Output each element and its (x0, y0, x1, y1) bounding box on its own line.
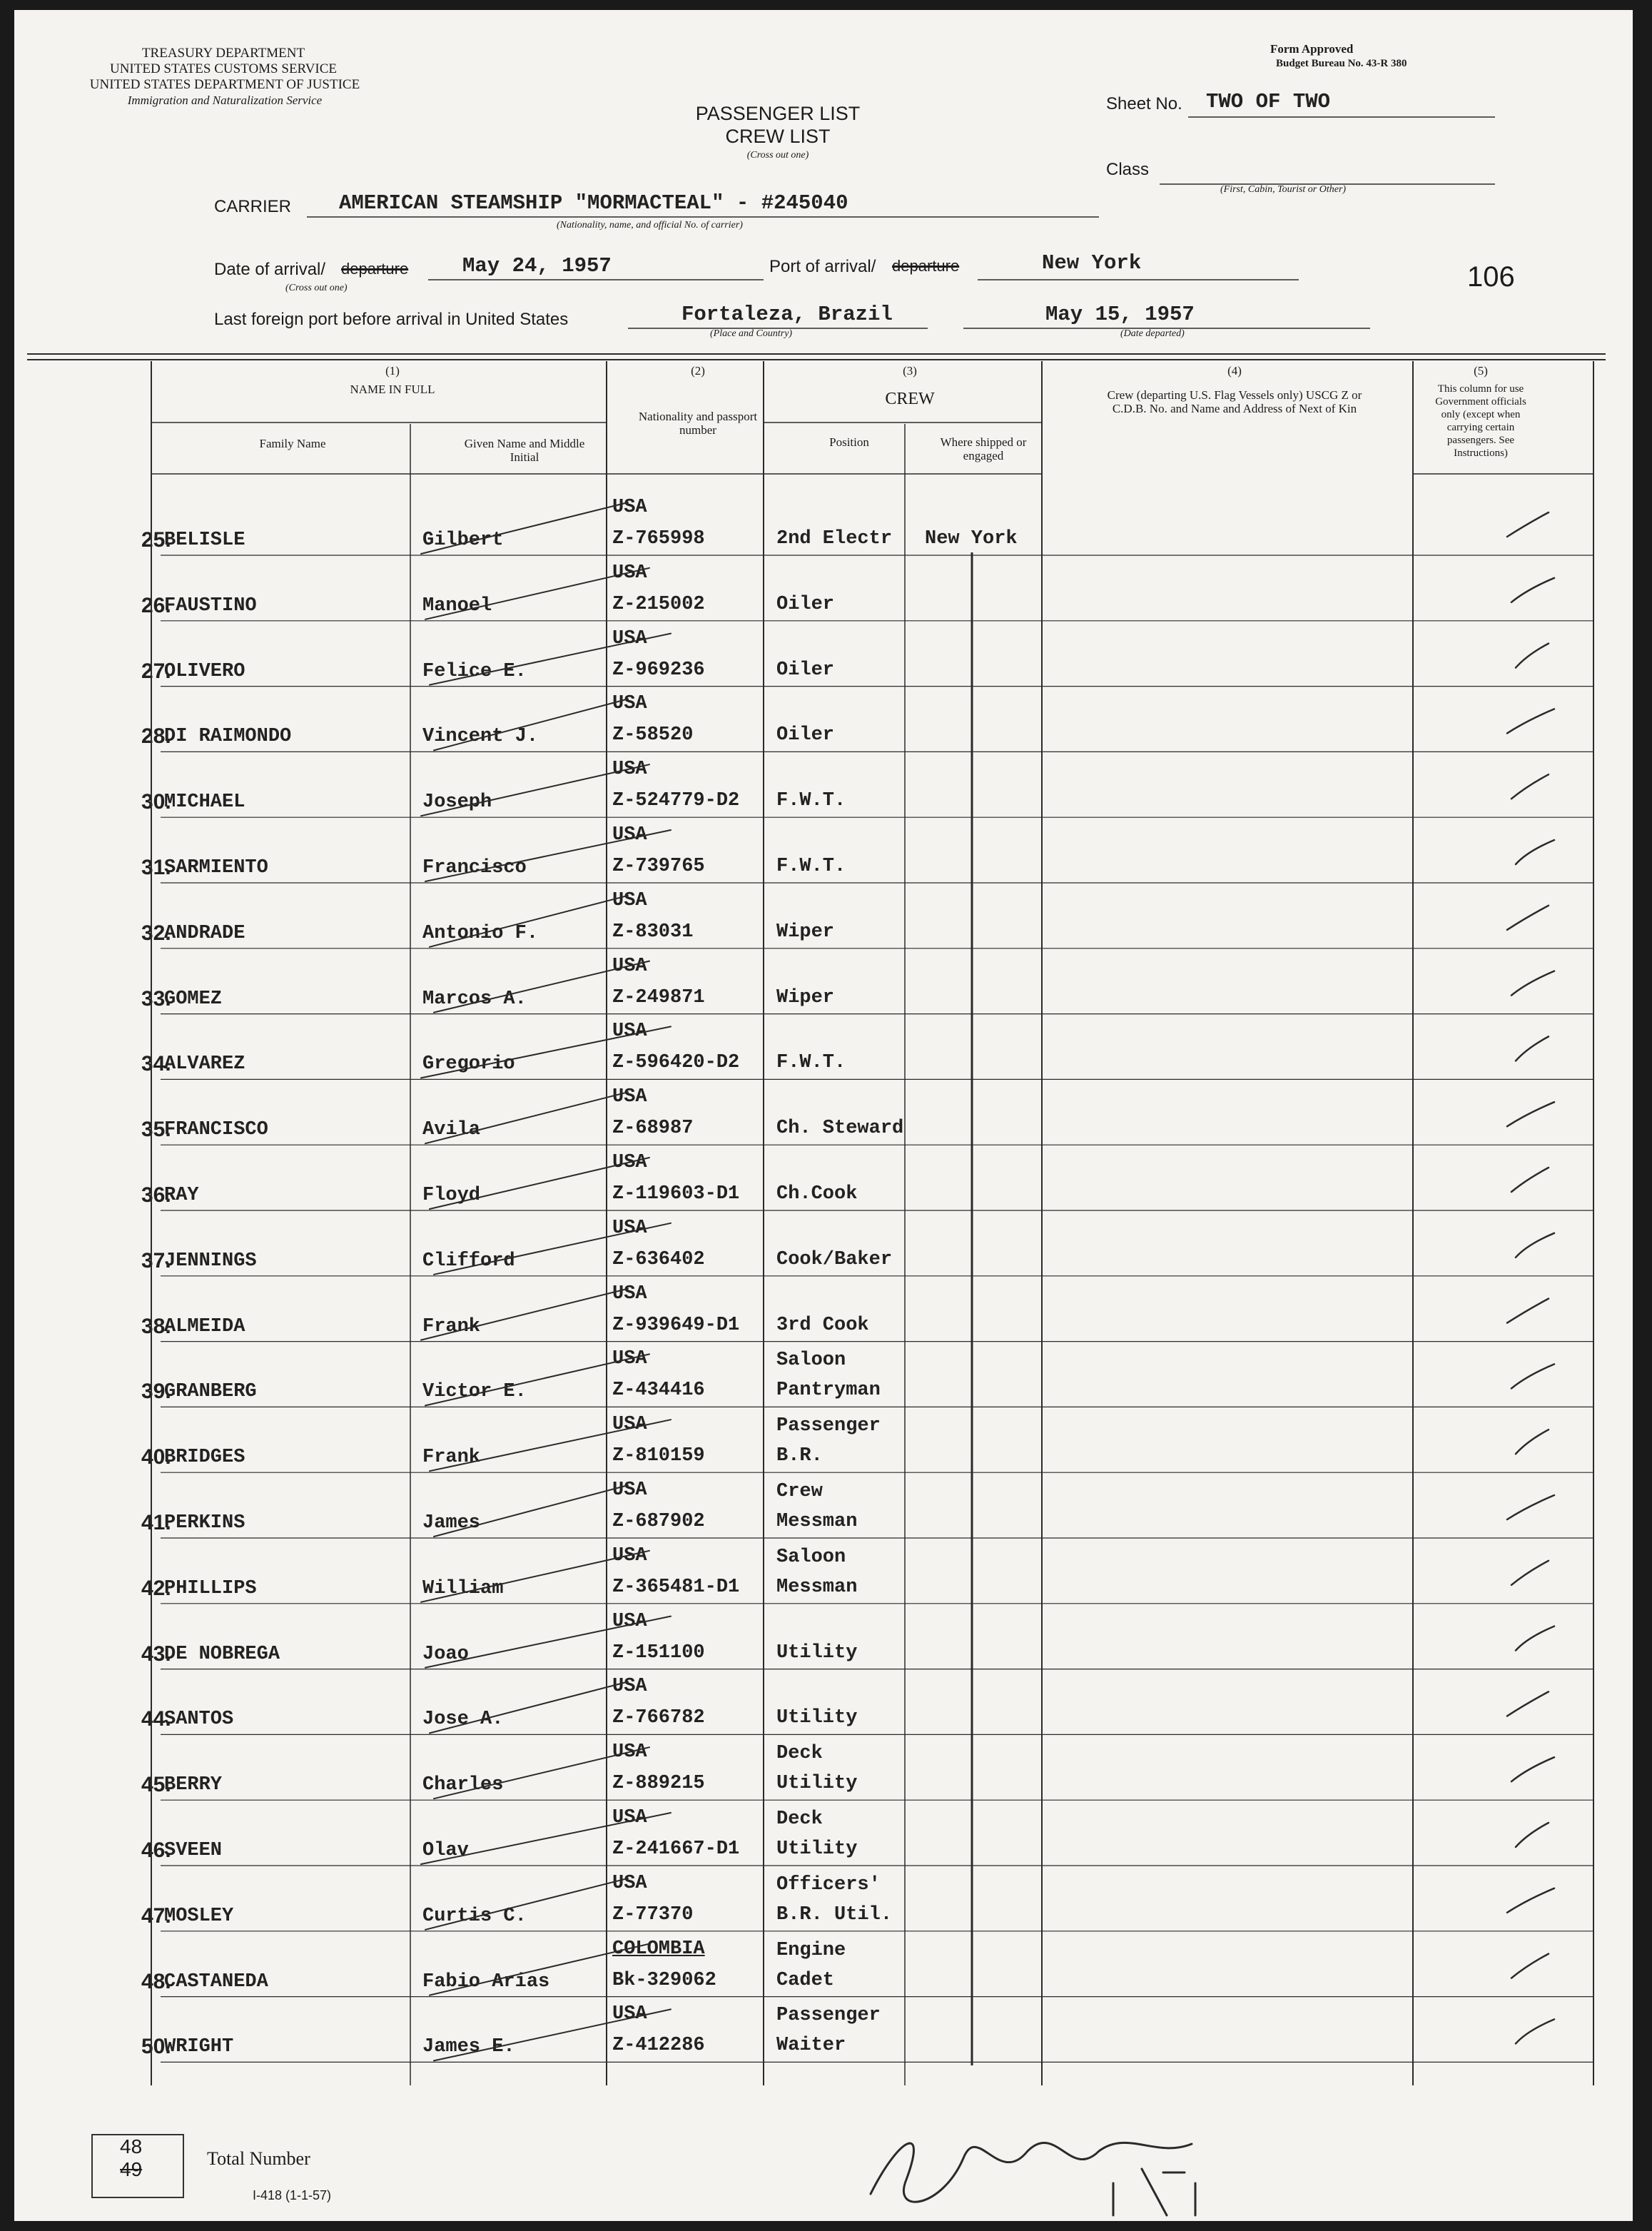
nationality: USA (612, 1676, 647, 1698)
col2-title: Nationality and passport number (638, 410, 758, 437)
family-name: OLIVERO (164, 660, 245, 682)
row-number: 44. (141, 1707, 171, 1731)
position-line-2: B.R. Util. (776, 1903, 893, 1926)
tally-stroke (434, 961, 649, 1013)
passport-number: Z-889215 (612, 1773, 705, 1795)
family-name: GRANBERG (164, 1381, 257, 1403)
family-name: MICHAEL (164, 791, 245, 814)
passport-number: Z-596420-D2 (612, 1052, 740, 1074)
passport-number: Z-68987 (612, 1118, 694, 1140)
given-name: Vincent J. (422, 726, 539, 748)
check-mark (1511, 1168, 1549, 1192)
given-name: Marcos A. (422, 988, 527, 1010)
tally-stroke (434, 2009, 671, 2060)
position: Ch.Cook (776, 1183, 858, 1205)
nationality: USA (612, 1544, 647, 1567)
passport-number: Z-365481-D1 (612, 1576, 740, 1598)
row-number: 46. (141, 1838, 171, 1862)
family-name: BRIDGES (164, 1447, 245, 1469)
passport-number: Z-810159 (612, 1445, 705, 1467)
family-name: PERKINS (164, 1512, 245, 1534)
tally-stroke (430, 1420, 671, 1471)
where-shipped: New York (925, 528, 1018, 550)
check-mark (1507, 1495, 1554, 1519)
row-number: 39. (141, 1380, 171, 1404)
nationality: USA (612, 1610, 647, 1632)
tally-stroke (430, 896, 628, 947)
row-number: 48. (141, 1969, 171, 1993)
agency-line-4: Immigration and Naturalization Service (127, 93, 323, 107)
position-line-2: Messman (776, 1511, 858, 1532)
nationality: USA (612, 1348, 647, 1370)
family-name: DE NOBREGA (164, 1643, 280, 1665)
family-name: FAUSTINO (164, 595, 257, 617)
tally-stroke (425, 1617, 671, 1668)
check-mark (1516, 1430, 1549, 1454)
passport-number: Z-119603-D1 (612, 1183, 740, 1205)
nationality: USA (612, 2003, 647, 2025)
check-mark (1511, 1954, 1549, 1978)
check-mark (1516, 1627, 1554, 1651)
position-line-1: Deck (776, 1808, 823, 1830)
row-number: 45. (141, 1773, 171, 1797)
position-line-2: Cadet (776, 1969, 835, 1991)
given-name: William (422, 1577, 504, 1599)
carrier-label: CARRIER (214, 197, 292, 216)
check-mark (1516, 2019, 1554, 2043)
passport-number: Z-687902 (612, 1511, 705, 1532)
row-number: 31. (141, 856, 171, 879)
arrival-port-label: Port of arrival/ (769, 257, 876, 276)
arrival-port-value: New York (1042, 251, 1142, 275)
tally-stroke (421, 502, 628, 554)
position-line-1: Passenger (776, 2005, 881, 2027)
row-number: 50. (141, 2035, 171, 2059)
given-name: Gregorio (422, 1053, 515, 1076)
family-name: GOMEZ (164, 988, 223, 1010)
check-mark (1507, 906, 1549, 930)
carrier-value: AMERICAN STEAMSHIP "MORMACTEAL" - #245040 (339, 191, 848, 215)
col3b-title: Where shipped or engaged (940, 435, 1027, 462)
family-name: JENNINGS (164, 1250, 257, 1272)
position-line-2: Waiter (776, 2035, 846, 2057)
last-port-date-note: (Date departed) (1120, 328, 1185, 339)
tally-stroke (421, 1289, 628, 1340)
family-name: ALVAREZ (164, 1053, 245, 1076)
nationality: USA (612, 627, 647, 649)
agency-line-2: UNITED STATES CUSTOMS SERVICE (109, 61, 338, 76)
given-name: Jose A. (422, 1709, 504, 1731)
nationality: USA (612, 955, 647, 977)
given-name: Francisco (422, 857, 527, 879)
passport-number: Z-766782 (612, 1707, 705, 1729)
family-name: FRANCISCO (164, 1119, 268, 1141)
row-number: 47. (141, 1903, 171, 1928)
nationality: USA (612, 693, 647, 715)
tally-stroke (434, 1747, 649, 1799)
tally-stroke (434, 1485, 628, 1537)
nationality: USA (612, 889, 647, 911)
passport-number: Z-969236 (612, 659, 705, 681)
position-line-1: Engine (776, 1939, 846, 1961)
row-number: 43. (141, 1641, 171, 1666)
check-mark (1511, 1561, 1549, 1585)
position: Oiler (776, 659, 835, 681)
nationality: USA (612, 759, 647, 781)
position: Ch. Steward (776, 1118, 904, 1140)
nationality: USA (612, 1283, 647, 1305)
passport-number: Z-412286 (612, 2035, 705, 2057)
passport-number: Z-739765 (612, 856, 705, 877)
tally-stroke (421, 1026, 671, 1078)
row-number: 38. (141, 1314, 171, 1338)
position-line-1: Crew (776, 1481, 823, 1502)
col3-number: (3) (903, 364, 917, 378)
nationality: USA (612, 1807, 647, 1828)
row-number: 32. (141, 921, 171, 945)
approval-line-2: Budget Bureau No. 43-R 380 (1276, 58, 1407, 69)
nationality: USA (612, 824, 647, 846)
approval-line-1: Form Approved (1270, 42, 1354, 56)
given-name: Antonio F. (422, 922, 539, 944)
family-name: BERRY (164, 1774, 223, 1796)
nationality: USA (612, 1872, 647, 1894)
tally-stroke (430, 634, 671, 685)
col5-title: This column for use Government officials only (except when carrying certain passengers. See Instructions) (1435, 383, 1526, 459)
given-name: James E. (422, 2036, 515, 2058)
position-line-2: B.R. (776, 1445, 823, 1467)
form-title-note: (Cross out one) (746, 150, 809, 161)
total-label: Total Number (207, 2148, 310, 2169)
position-line-2: Messman (776, 1576, 858, 1598)
row-number: 28. (141, 724, 171, 749)
row-number: 36. (141, 1183, 171, 1207)
passport-number: Z-765998 (612, 528, 705, 550)
check-mark (1516, 1233, 1554, 1258)
check-mark (1511, 1364, 1554, 1388)
given-name: Floyd (422, 1185, 481, 1206)
col1a-title: Family Name (259, 437, 326, 450)
row-number: 35. (141, 1118, 171, 1142)
tally-stroke (425, 1092, 628, 1143)
given-name: Clifford (422, 1250, 515, 1272)
given-name: Manoel (422, 595, 492, 617)
row-number: 34. (141, 1052, 171, 1076)
class-note: (First, Cabin, Tourist or Other) (1220, 184, 1347, 195)
position-line-2: Utility (776, 1773, 858, 1795)
class-label: Class (1106, 160, 1150, 179)
carrier-note: (Nationality, name, and official No. of carrier) (557, 220, 743, 231)
tally-stroke (425, 1878, 628, 1930)
tally-stroke (421, 1813, 671, 1864)
arrival-port-struck: departure (892, 257, 960, 275)
check-mark (1516, 1823, 1549, 1847)
given-name: Curtis C. (422, 1905, 527, 1927)
nationality: USA (612, 1217, 647, 1239)
nationality: USA (612, 1021, 647, 1043)
col3a-title: Position (829, 435, 869, 449)
col1-title: NAME IN FULL (350, 383, 435, 396)
arrival-date-note: (Cross out one) (285, 283, 348, 293)
tally-stroke (430, 1944, 649, 1995)
tally-stroke (425, 1354, 649, 1405)
position: Utility (776, 1641, 858, 1664)
position: Wiper (776, 921, 835, 943)
passport-number: Z-939649-D1 (612, 1314, 740, 1336)
passport-number: Z-524779-D2 (612, 790, 740, 812)
check-mark (1507, 512, 1549, 537)
row-number: 26. (141, 593, 171, 617)
tally-stroke (425, 568, 649, 619)
col3-title: CREW (885, 390, 935, 408)
row-number: 41. (141, 1511, 171, 1534)
family-name: RAY (164, 1185, 199, 1206)
family-name: ANDRADE (164, 922, 245, 944)
check-mark (1507, 1102, 1554, 1126)
check-mark (1511, 578, 1554, 602)
position-line-2: Pantryman (776, 1380, 881, 1402)
last-port-note: (Place and Country) (710, 328, 793, 339)
position: 2nd Electr (776, 528, 893, 550)
position: Wiper (776, 986, 835, 1008)
nationality: COLOMBIA (612, 1938, 705, 1960)
tally-stroke (434, 699, 628, 750)
position: F.W.T. (776, 856, 846, 877)
tally-stroke (434, 1223, 671, 1275)
nationality: USA (612, 1741, 647, 1764)
last-port-label: Last foreign port before arrival in United States (214, 310, 569, 329)
position-line-1: Passenger (776, 1415, 881, 1437)
family-name: SVEEN (164, 1840, 223, 1861)
passport-number: Bk-329062 (612, 1969, 716, 1991)
family-name: BELISLE (164, 530, 245, 551)
check-mark (1511, 971, 1554, 996)
agency-line-3: UNITED STATES DEPARTMENT OF JUSTICE (89, 77, 360, 92)
family-name: WRIGHT (164, 2036, 234, 2058)
arrival-date-value: May 24, 1957 (462, 254, 612, 278)
position: Cook/Baker (776, 1248, 893, 1270)
position: Utility (776, 1707, 858, 1729)
row-number: 25. (141, 528, 171, 552)
tally-stroke (425, 830, 671, 881)
arrival-date-struck: departure (341, 260, 409, 278)
tally-stroke (421, 764, 649, 816)
row-number: 37. (141, 1248, 171, 1273)
last-port-date: May 15, 1957 (1045, 303, 1195, 326)
nationality: USA (612, 1414, 647, 1436)
row-number: 40. (141, 1445, 171, 1469)
row-number: 27. (141, 659, 171, 683)
given-name: Charles (422, 1774, 504, 1796)
passport-number: Z-636402 (612, 1248, 705, 1270)
position: F.W.T. (776, 790, 846, 812)
position-line-1: Saloon (776, 1350, 846, 1372)
nationality: USA (612, 1152, 647, 1173)
check-mark (1507, 709, 1554, 733)
given-name: Joseph (422, 791, 492, 814)
passport-number: Z-77370 (612, 1903, 694, 1926)
position: Oiler (776, 593, 835, 615)
position: 3rd Cook (776, 1314, 869, 1336)
check-mark (1516, 840, 1554, 864)
arrival-date-label: Date of arrival/ (214, 260, 326, 279)
given-name: Avila (422, 1119, 481, 1141)
form-number: I-418 (1-1-57) (253, 2188, 332, 2202)
total-count-struck: 49 (120, 2158, 143, 2180)
family-name: ALMEIDA (164, 1315, 245, 1337)
passport-number: Z-241667-D1 (612, 1838, 740, 1860)
row-number: 33. (141, 986, 171, 1011)
given-name: Olav (422, 1840, 469, 1861)
nationality: USA (612, 562, 647, 584)
tally-stroke (430, 1158, 649, 1209)
position-line-2: Utility (776, 1838, 858, 1860)
family-name: DI RAIMONDO (164, 726, 292, 748)
position-line-1: Deck (776, 1743, 823, 1765)
row-number: 30. (141, 790, 171, 814)
family-name: SARMIENTO (164, 857, 268, 879)
position: Oiler (776, 724, 835, 747)
given-name: Victor E. (422, 1381, 527, 1403)
check-mark (1511, 1757, 1554, 1781)
position-line-1: Officers' (776, 1873, 881, 1896)
check-mark (1507, 1888, 1554, 1913)
last-port-value: Fortaleza, Brazil (681, 303, 893, 326)
col2-number: (2) (691, 364, 705, 378)
col5-number: (5) (1474, 364, 1488, 378)
form-title-passenger: PASSENGER LIST (695, 103, 861, 124)
family-name: CASTANEDA (164, 1971, 268, 1993)
given-name: Joao (422, 1643, 469, 1665)
page-number: 106 (1467, 261, 1515, 293)
family-name: MOSLEY (164, 1905, 234, 1927)
total-count: 48 (120, 2135, 143, 2157)
given-name: James (422, 1512, 481, 1534)
form-title-crew: CREW LIST (725, 126, 831, 147)
given-name: Frank (422, 1447, 481, 1469)
col4-title: Crew (departing U.S. Flag Vessels only) USCG Z or C.D.B. No. and Name and Address of Next of Kin (1107, 388, 1362, 415)
given-name: Frank (422, 1315, 481, 1337)
check-mark (1516, 1036, 1549, 1061)
passport-number: Z-151100 (612, 1641, 705, 1664)
nationality: USA (612, 1086, 647, 1108)
row-number: 42. (141, 1576, 171, 1600)
passport-number: Z-83031 (612, 921, 694, 943)
given-name: Gilbert (422, 530, 504, 551)
form-rules (14, 10, 1633, 2221)
check-mark (1511, 774, 1549, 799)
signature-initials-mark (1113, 2169, 1195, 2215)
sheet-label: Sheet No. (1106, 94, 1182, 113)
position: F.W.T. (776, 1052, 846, 1074)
position-line-1: Saloon (776, 1546, 846, 1568)
check-mark (1507, 1299, 1549, 1323)
family-name: SANTOS (164, 1709, 234, 1731)
col1-number: (1) (385, 364, 400, 378)
document-page (14, 10, 1633, 2221)
given-name: Felice E. (422, 660, 527, 682)
check-mark (1507, 1691, 1549, 1716)
nationality: USA (612, 497, 647, 518)
tally-stroke (421, 1551, 649, 1602)
col1b-title: Given Name and Middle Initial (464, 437, 585, 464)
given-name: Fabio Arias (422, 1971, 550, 1993)
passport-number: Z-215002 (612, 593, 705, 615)
passport-number: Z-58520 (612, 724, 694, 747)
family-name: PHILLIPS (164, 1577, 257, 1599)
agency-line-1: TREASURY DEPARTMENT (141, 46, 305, 61)
passport-number: Z-434416 (612, 1380, 705, 1402)
passport-number: Z-249871 (612, 986, 705, 1008)
sheet-value: TWO OF TWO (1206, 90, 1331, 113)
check-mark (1516, 644, 1549, 668)
tally-stroke (430, 1681, 628, 1733)
nationality: USA (612, 1479, 647, 1501)
col4-number: (4) (1227, 364, 1242, 378)
